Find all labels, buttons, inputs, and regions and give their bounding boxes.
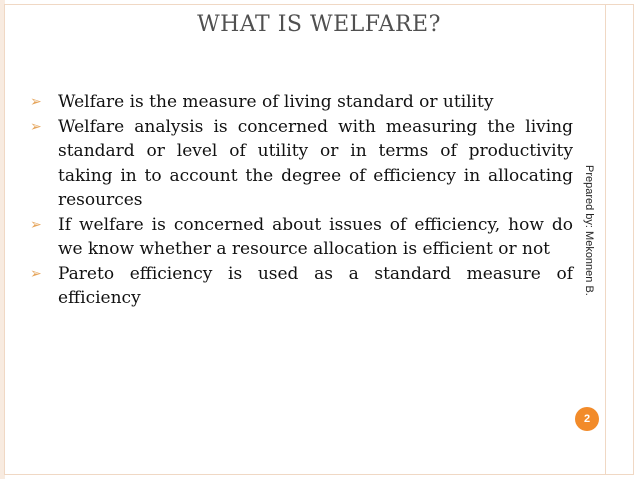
bullet-item bbox=[30, 90, 573, 115]
bullet-text: Pareto efficiency is used as a standard measure of efficiency bbox=[58, 263, 573, 308]
slide-title: WHAT IS WELFARE? bbox=[197, 12, 441, 37]
arrow-bullet-icon: ➢ bbox=[30, 94, 42, 110]
bullet-text: Welfare analysis is concerned with measuring the living standard or level of utility or in terms of productivity taking in to account the degree of efficiency in allocating resources bbox=[58, 116, 573, 210]
arrow-bullet-icon: ➢ bbox=[30, 216, 42, 233]
bullet-list bbox=[30, 90, 573, 311]
page-number-badge: 2 bbox=[575, 407, 599, 431]
bullet-item bbox=[30, 213, 573, 262]
left-accent-band bbox=[0, 0, 5, 479]
bullet-text: If welfare is concerned about issues of efficiency, how do we know whether a resource allocation is efficient or not bbox=[58, 214, 573, 259]
arrow-bullet-icon: ➢ bbox=[30, 118, 42, 135]
bullet-text: Welfare is the measure of living standard or utility bbox=[58, 92, 494, 112]
author-credit: Prepared by: Mekonnen B. bbox=[583, 165, 595, 296]
right-divider-line bbox=[605, 4, 606, 475]
bullet-item bbox=[30, 115, 573, 213]
bullet-item bbox=[30, 262, 573, 311]
arrow-bullet-icon: ➢ bbox=[30, 265, 42, 282]
